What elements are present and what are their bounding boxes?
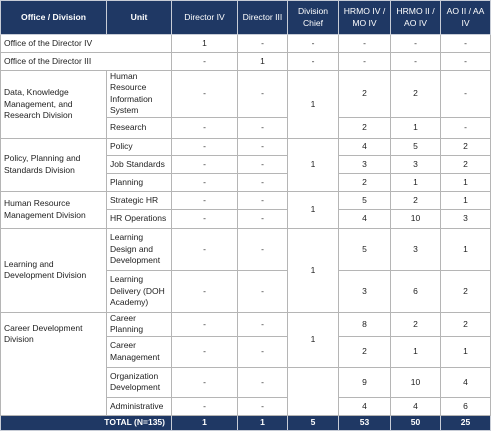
cell: -	[441, 71, 491, 118]
cell: -	[172, 312, 238, 336]
cell: -	[238, 191, 288, 209]
cell: -	[238, 209, 288, 228]
cell: 4	[441, 367, 491, 397]
unit-label: Career Planning	[107, 312, 172, 336]
division-chief-cell: 1	[288, 228, 339, 312]
table-row	[1, 228, 491, 270]
cell: 3	[339, 270, 391, 312]
unit-label: Strategic HR	[107, 191, 172, 209]
cell: -	[172, 117, 238, 138]
cell: 2	[391, 312, 441, 336]
total-cell: 1	[238, 415, 288, 430]
cell: 2	[339, 336, 391, 367]
cell: -	[238, 71, 288, 118]
cell: -	[238, 367, 288, 397]
unit-label: Policy	[107, 138, 172, 155]
cell: 6	[441, 397, 491, 415]
cell: 10	[391, 209, 441, 228]
unit-label: Human Resource Information System	[107, 71, 172, 118]
cell: 5	[339, 191, 391, 209]
cell: 2	[391, 71, 441, 118]
unit-label: Learning Delivery (DOH Academy)	[107, 270, 172, 312]
cell: 3	[391, 155, 441, 173]
cell: 1	[441, 173, 491, 191]
header-office: Office / Division	[1, 1, 107, 35]
cell: 1	[391, 173, 441, 191]
table-row	[1, 35, 491, 53]
division-chief-cell: 1	[288, 138, 339, 191]
cell: 3	[391, 228, 441, 270]
division-chief-cell: 1	[288, 71, 339, 139]
cell: -	[172, 397, 238, 415]
cell: -	[172, 138, 238, 155]
cell: 9	[339, 367, 391, 397]
cell: 6	[391, 270, 441, 312]
table-row	[1, 71, 491, 118]
cell: 1	[441, 228, 491, 270]
cell: -	[238, 397, 288, 415]
cell: 4	[391, 397, 441, 415]
total-cell: 53	[339, 415, 391, 430]
cell: -	[172, 228, 238, 270]
cell: -	[172, 173, 238, 191]
header-hrmo-iv: HRMO IV / MO IV	[339, 1, 391, 35]
unit-label: Career Management	[107, 336, 172, 367]
cell: 2	[441, 312, 491, 336]
cell: 4	[339, 209, 391, 228]
cell: 3	[339, 155, 391, 173]
cell: -	[391, 35, 441, 53]
cell: 2	[441, 155, 491, 173]
cell: -	[441, 53, 491, 71]
cell: 8	[339, 312, 391, 336]
cell: 2	[441, 270, 491, 312]
cell: -	[339, 53, 391, 71]
header-division-chief: Division Chief	[288, 1, 339, 35]
cell: -	[172, 191, 238, 209]
total-cell: 50	[391, 415, 441, 430]
total-row	[1, 415, 491, 430]
cell: 2	[441, 138, 491, 155]
cell: 5	[391, 138, 441, 155]
cell: -	[391, 53, 441, 71]
unit-label: Planning	[107, 173, 172, 191]
division-label: Career Development Division	[1, 312, 107, 415]
table-row	[1, 53, 491, 71]
cell: 1	[172, 35, 238, 53]
cell: -	[238, 35, 288, 53]
cell: -	[339, 35, 391, 53]
cell: -	[238, 117, 288, 138]
cell: 10	[391, 367, 441, 397]
cell: -	[288, 35, 339, 53]
cell: -	[172, 53, 238, 71]
cell: 1	[238, 53, 288, 71]
header-unit: Unit	[107, 1, 172, 35]
table-row	[1, 191, 491, 209]
office-label: Office of the Director III	[1, 53, 172, 71]
cell: -	[441, 35, 491, 53]
division-label: Learning and Development Division	[1, 228, 107, 312]
total-cell: 1	[172, 415, 238, 430]
cell: -	[238, 336, 288, 367]
cell: 1	[391, 336, 441, 367]
unit-label: Administrative	[107, 397, 172, 415]
cell: 5	[339, 228, 391, 270]
cell: -	[238, 138, 288, 155]
cell: -	[238, 155, 288, 173]
cell: -	[172, 336, 238, 367]
division-chief-cell	[288, 367, 339, 415]
cell: -	[172, 71, 238, 118]
unit-label: Job Standards	[107, 155, 172, 173]
office-label: Office of the Director IV	[1, 35, 172, 53]
header-hrmo-ii: HRMO II / AO IV	[391, 1, 441, 35]
header-director-iv: Director IV	[172, 1, 238, 35]
table-row	[1, 138, 491, 155]
cell: 1	[441, 191, 491, 209]
unit-label: Organization Development	[107, 367, 172, 397]
cell: -	[238, 270, 288, 312]
total-cell: 5	[288, 415, 339, 430]
cell: 1	[391, 117, 441, 138]
unit-label: Research	[107, 117, 172, 138]
cell: 2	[339, 117, 391, 138]
cell: -	[238, 173, 288, 191]
cell: 2	[391, 191, 441, 209]
cell: 4	[339, 397, 391, 415]
cell: -	[238, 228, 288, 270]
cell: -	[172, 155, 238, 173]
division-chief-cell: 1	[288, 312, 339, 367]
cell: -	[441, 117, 491, 138]
cell: -	[172, 209, 238, 228]
cell: 2	[339, 173, 391, 191]
unit-label: Learning Design and Development	[107, 228, 172, 270]
division-label: Policy, Planning and Standards Division	[1, 138, 107, 191]
cell: -	[172, 367, 238, 397]
cell: -	[288, 53, 339, 71]
cell: -	[172, 270, 238, 312]
unit-label: HR Operations	[107, 209, 172, 228]
cell: 3	[441, 209, 491, 228]
cell: -	[238, 312, 288, 336]
total-cell: 25	[441, 415, 491, 430]
header-ao-ii: AO II / AA IV	[441, 1, 491, 35]
division-label: Human Resource Management Division	[1, 191, 107, 228]
cell: 2	[339, 71, 391, 118]
header-director-iii: Director III	[238, 1, 288, 35]
division-label: Data, Knowledge Management, and Research Division	[1, 71, 107, 139]
header-row	[1, 1, 491, 35]
division-chief-cell: 1	[288, 191, 339, 228]
cell: 4	[339, 138, 391, 155]
cell: 1	[441, 336, 491, 367]
total-label: TOTAL (N=135)	[1, 415, 172, 430]
table-row	[1, 312, 491, 336]
